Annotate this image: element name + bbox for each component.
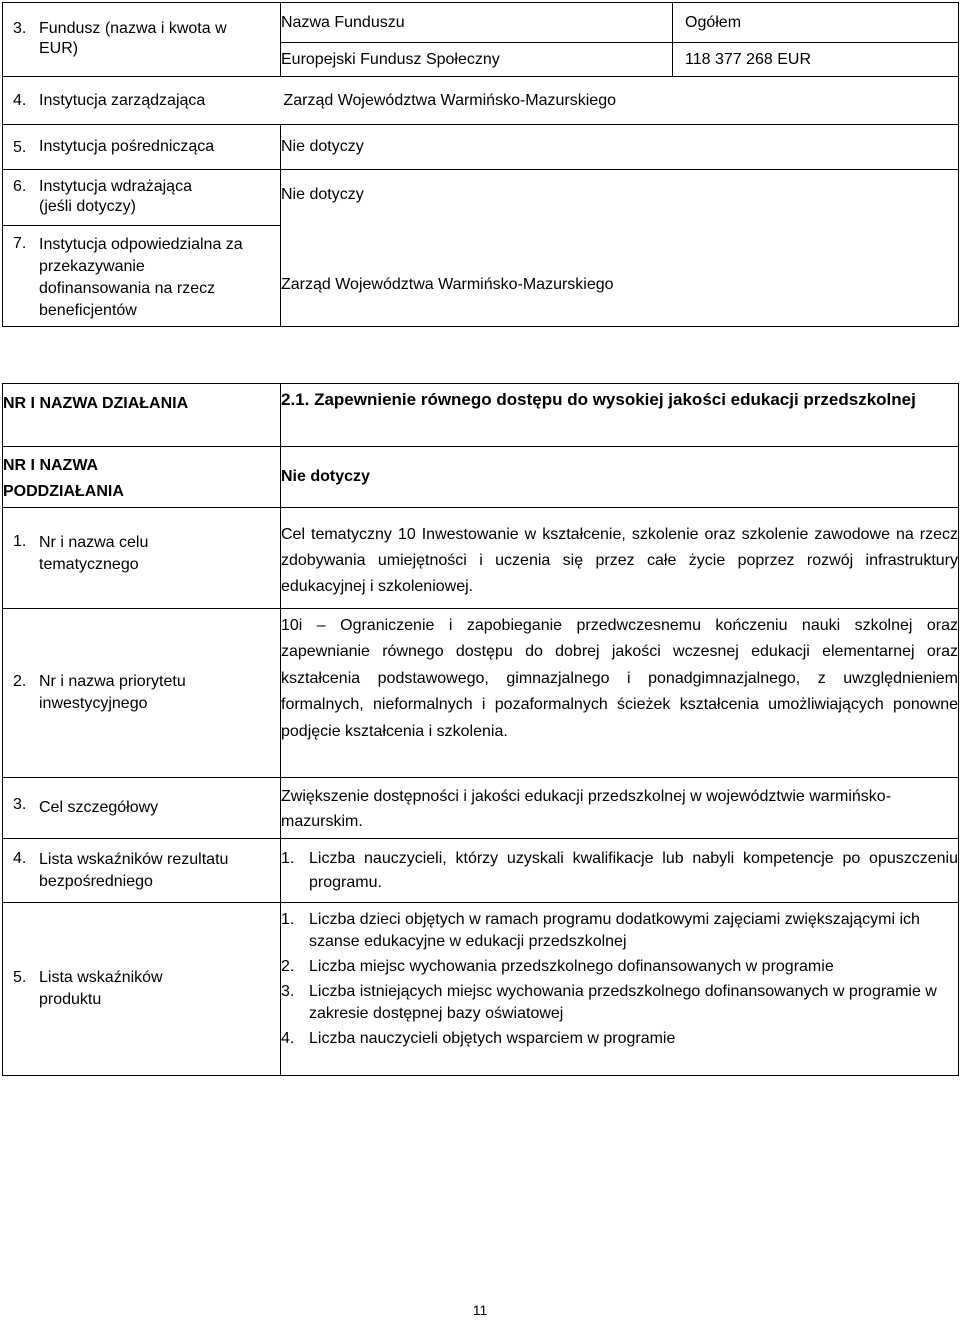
specific-goal-label-cell: [3, 778, 281, 839]
row-number: 6.: [13, 178, 27, 195]
row-number: 4.: [13, 92, 27, 109]
list-item: [281, 909, 958, 953]
product-indicators-cell: [281, 903, 959, 1076]
list-item: [281, 1028, 958, 1050]
item-text: Liczba dzieci objętych w ramach programu dodatkowymi zajęciami zwiększającymi ich szanse edukacyjne w edukacji przedszkolnej: [309, 911, 920, 950]
thematic-goal-label-cell: [3, 508, 281, 609]
item-number: 2.: [281, 958, 295, 975]
item-number: 1.: [281, 850, 295, 867]
item-text: Liczba nauczycieli objętych wsparciem w programie: [309, 1030, 676, 1047]
fund-label: Fundusz (nazwa i kwota w EUR): [39, 20, 227, 57]
implementing-responsible-value-cell: [281, 170, 959, 327]
list-item: [281, 956, 958, 978]
fund-name-cell: [281, 43, 673, 77]
action-value-cell: [281, 384, 959, 447]
row-number: 3.: [13, 20, 27, 37]
intermediate-label-cell: [3, 125, 281, 170]
row-number: 1.: [13, 533, 27, 550]
specific-goal-value: Zwiększenie dostępności i jakości edukacji przedszkolnej w województwie warmińsko-mazurskim.: [281, 788, 892, 830]
responsible-label: Instytucja odpowiedzialna za przekazywanie dofinansowania na rzecz beneficjentów: [39, 236, 243, 319]
fund-total-header-cell: [673, 3, 959, 43]
row-number: 2.: [13, 673, 27, 690]
row-number: 4.: [13, 850, 27, 867]
managing-row: [3, 77, 959, 125]
implementing-label-cell: [3, 170, 281, 226]
fund-name-header: Nazwa Funduszu: [281, 13, 405, 31]
result-indicators-label: Lista wskaźników rezultatu bezpośredniego: [39, 851, 229, 890]
action-table: [2, 383, 959, 1076]
fund-name-header-cell: [281, 3, 673, 43]
product-indicators-label: Lista wskaźników produktu: [39, 969, 163, 1008]
subaction-label-cell: [3, 447, 281, 508]
intermediate-value-cell: [281, 125, 959, 170]
thematic-goal-label: Nr i nazwa celu tematycznego: [39, 534, 149, 573]
result-indicators-cell: [281, 839, 959, 903]
implementing-value: Nie dotyczy: [281, 186, 364, 203]
responsible-label-cell: [3, 226, 281, 327]
responsible-value: Zarząd Województwa Warmińsko-Mazurskiego: [281, 276, 614, 293]
page-number: 11: [472, 1302, 488, 1318]
intermediate-value: Nie dotyczy: [281, 138, 364, 155]
item-number: 1.: [281, 911, 295, 928]
fund-total-cell: [673, 43, 959, 77]
implementing-label: Instytucja wdrażająca (jeśli dotyczy): [39, 178, 192, 215]
action-label: NR I NAZWA DZIAŁANIA: [3, 395, 189, 412]
item-number: 4.: [281, 1030, 295, 1047]
managing-label: Instytucja zarządzająca: [39, 91, 206, 109]
specific-goal-label: Cel szczegółowy: [39, 799, 159, 816]
intermediate-label: Instytucja pośrednicząca: [39, 138, 215, 155]
subaction-value: Nie dotyczy: [281, 468, 370, 485]
fund-name: Europejski Fundusz Społeczny: [281, 50, 500, 68]
managing-value: Zarząd Województwa Warmińsko-Mazurskiego: [283, 91, 616, 109]
fund-total: 118 377 268 EUR: [685, 50, 812, 68]
priority-label-cell: [3, 609, 281, 778]
fund-label-cell: [3, 3, 281, 77]
fund-total-header: Ogółem: [685, 13, 742, 31]
item-text: Liczba nauczycieli, którzy uzyskali kwalifikacje lub nabyli kompetencje po opuszczeniu programu.: [309, 850, 958, 891]
institution-table: [2, 2, 959, 327]
action-label-cell: [3, 384, 281, 447]
priority-value-cell: [281, 609, 959, 778]
row-number: 5.: [13, 969, 27, 986]
result-indicators-list: [281, 847, 958, 895]
row-number: 7.: [13, 235, 27, 252]
product-indicators-label-cell: [3, 903, 281, 1076]
item-text: Liczba istniejących miejsc wychowania przedszkolnego dofinansowanych w programie w zakresie dostępnej bazy oświatowej: [309, 983, 937, 1022]
list-item: [281, 981, 958, 1025]
list-item: [281, 847, 958, 895]
priority-label: Nr i nazwa priorytetu inwestycyjnego: [39, 673, 186, 712]
thematic-goal-value: Cel tematyczny 10 Inwestowanie w kształcenie, szkolenie oraz szkolenie zawodowe na rzecz zdobywania umiejętności i uczenia się przez całe życie poprzez rozwój infrastruktury edukacyjnej i szkoleniowej.: [281, 526, 958, 595]
result-indicators-label-cell: [3, 839, 281, 903]
thematic-goal-value-cell: [281, 508, 959, 609]
subaction-value-cell: [281, 447, 959, 508]
product-indicators-list: [281, 909, 958, 1050]
item-number: 3.: [281, 983, 295, 1000]
subaction-label: NR I NAZWA PODDZIAŁANIA: [3, 457, 124, 500]
item-text: Liczba miejsc wychowania przedszkolnego dofinansowanych w programie: [309, 958, 834, 975]
row-number: 3.: [13, 796, 27, 813]
priority-value: 10i – Ograniczenie i zapobieganie przedwczesnemu kończeniu nauki szkolnej oraz zapewnianie równego dostępu do dobrej jakości wczesnej edukacji elementarnej oraz kształcenia podstawowego, gimnazjalnego i ponadgimnazjalnego, z uwzględnieniem formalnych, nieformalnych i pozaformalnych ścieżek kształcenia umożliwiających ponowne podjęcie kształcenia i szkolenia.: [281, 617, 958, 740]
row-number: 5.: [13, 139, 27, 156]
specific-goal-value-cell: [281, 778, 959, 839]
action-value: 2.1. Zapewnienie równego dostępu do wysokiej jakości edukacji przedszkolnej: [281, 390, 916, 409]
